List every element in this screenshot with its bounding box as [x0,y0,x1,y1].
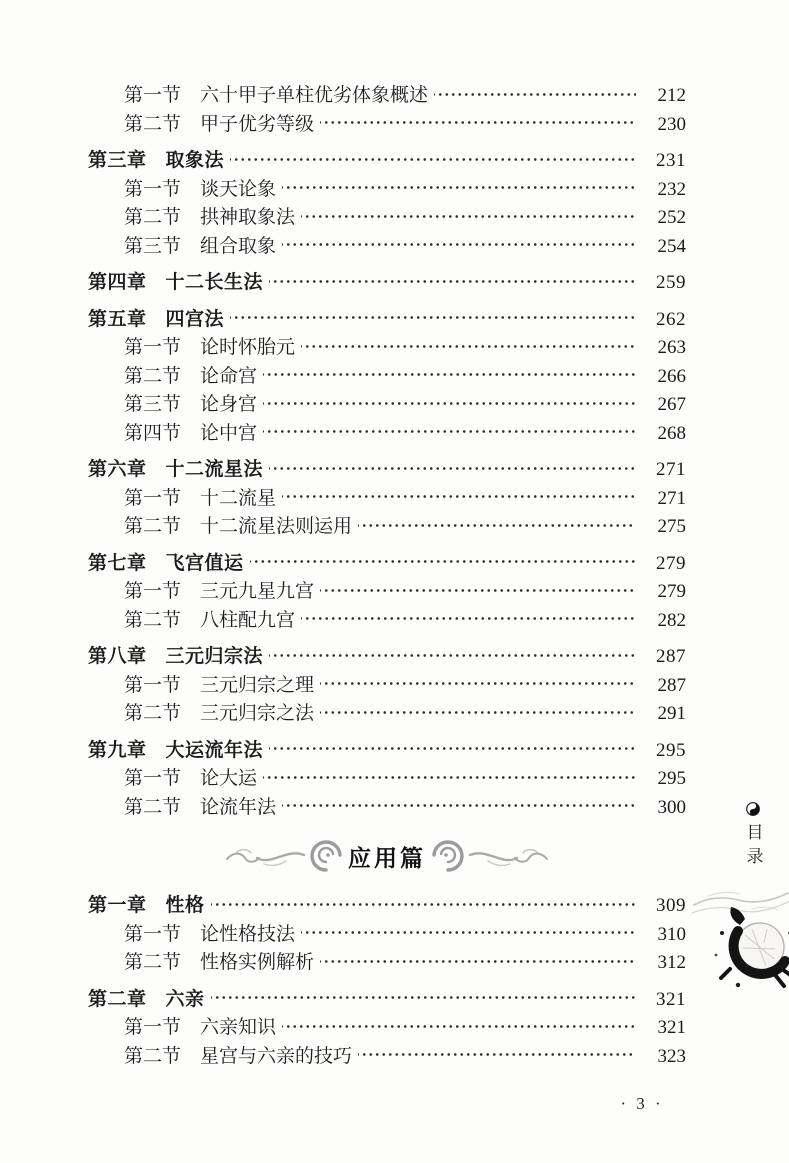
toc-entry-title: 十二流星 [200,487,277,509]
toc-entry-title: 论时怀胎元 [200,337,296,358]
dot-leader [269,459,636,478]
toc-entry [88,109,686,138]
dot-leader [230,308,636,327]
toc-entry-page: 271 [656,459,686,480]
toc-entry-page: 287 [656,646,686,667]
toc-entry-page: 271 [657,487,686,509]
toc-entry-title: 六十甲子单柱优劣体象概述 [200,85,429,106]
toc-entry-page: 295 [657,768,686,789]
toc-entry [88,947,686,976]
toc-entry-page: 263 [657,337,686,358]
toc-entry-page: 287 [657,674,686,696]
dot-leader [263,422,636,441]
toc-entry-page: 212 [657,85,686,106]
toc-entry-page: 267 [657,394,686,415]
toc-entry-title: 星宫与六亲的技巧 [200,1045,353,1067]
toc-entry-number: 第八章 [88,646,147,667]
turtle-illustration [692,885,789,993]
toc-entry [88,267,686,296]
toc-entry-number: 第一章 [88,895,147,916]
dot-leader [301,923,636,942]
toc-entry-number: 第一节 [124,1017,182,1038]
toc-entry-title: 三元归宗法 [165,646,264,667]
toc-entry-number: 第九章 [88,739,147,761]
toc-entry [88,1041,686,1070]
toc-entry [88,145,686,174]
toc-entry-title: 拱神取象法 [200,207,296,228]
part-divider-title: 应用篇 [348,844,426,871]
yinyang-icon [746,802,760,816]
page-number: · 3 · [620,1094,664,1113]
dot-leader [320,581,636,600]
toc-entry [88,174,686,203]
toc-entry-page: 291 [657,703,686,724]
toc-entry-number: 第一节 [124,337,182,358]
dot-leader [282,235,636,254]
toc-entry-title: 飞宫值运 [165,552,244,574]
toc-entry [88,890,686,919]
toc-entry-page: 300 [657,796,686,818]
dot-leader [301,337,636,356]
toc-entry-number: 第二节 [124,952,182,973]
toc-entry-title: 六亲知识 [200,1017,277,1038]
toc-entry-page: 279 [657,581,686,602]
dot-leader [263,394,636,413]
toc-entry-title: 四宫法 [165,308,225,330]
dot-leader [263,768,636,787]
dot-leader [230,150,636,169]
toc-entry-title: 十二流星法则运用 [200,516,353,537]
cloud-ornament-left [224,838,346,874]
toc-entry-number: 第三节 [124,235,182,257]
toc-entry-title: 十二流星法 [165,459,264,480]
toc-entry [88,389,686,418]
toc-entry [88,304,686,333]
toc-entry-title: 大运流年法 [165,739,264,761]
toc-entry-number: 第五章 [88,308,147,330]
toc-entry [88,792,686,821]
toc-entry-title: 三元归宗之理 [200,674,315,696]
toc-entry [88,202,686,231]
toc-entry-number: 第一节 [124,85,182,106]
toc-entry [88,919,686,948]
toc-entry-title: 组合取象 [200,235,277,257]
toc-entry-page: 282 [657,609,686,631]
dot-leader [250,552,636,571]
toc-entry-number: 第六章 [88,459,147,480]
toc-entry-title: 论流年法 [200,796,277,818]
dot-leader [301,207,636,226]
dot-leader [211,895,636,914]
toc-entry-title: 论性格技法 [200,923,296,945]
toc-entry-title: 论大运 [200,768,258,789]
toc-entry [88,231,686,260]
margin-tab-title: 目录 [743,823,763,871]
toc-entry-number: 第二节 [124,113,182,135]
toc-list [88,80,686,1069]
toc-entry-page: 312 [657,952,686,973]
toc-entry-page: 231 [656,150,686,171]
toc-entry-page: 254 [657,235,686,257]
margin-tab [741,802,765,871]
toc-entry-number: 第四节 [124,422,182,444]
toc-entry-number: 第二节 [124,1045,182,1067]
toc-entry [88,332,686,361]
toc-entry [88,735,686,764]
toc-entry-title: 论中宫 [200,422,258,444]
dot-leader [320,113,636,132]
dot-leader [282,796,636,815]
toc-entry-number: 第三节 [124,394,182,415]
toc-entry-number: 第二节 [124,207,182,228]
toc-entry-page: 262 [656,308,686,330]
toc-entry-number: 第三章 [88,150,147,171]
part-divider [88,834,686,878]
toc-entry-title: 十二长生法 [165,272,264,293]
toc-entry-page: 275 [657,516,686,537]
toc-entry-title: 性格实例解析 [200,952,315,973]
toc-entry-number: 第二章 [88,988,147,1010]
toc-entry-page: 295 [656,739,686,761]
toc-entry-number: 第二节 [124,703,182,724]
toc-entry-page: 321 [657,1017,686,1038]
toc-entry-number: 第二节 [124,796,182,818]
toc-entry-page: 259 [656,272,686,293]
toc-entry [88,670,686,699]
dot-leader [282,178,636,197]
dot-leader [211,988,636,1007]
toc-entry-title: 论命宫 [200,365,258,387]
toc-entry [88,418,686,447]
dot-leader [263,365,636,384]
toc-entry-page: 323 [657,1045,686,1067]
toc-entry [88,511,686,540]
toc-entry [88,763,686,792]
toc-entry-title: 八柱配九宫 [200,609,296,631]
toc-entry-title: 性格 [165,895,205,916]
toc-entry-page: 309 [656,895,686,916]
toc-entry-title: 三元归宗之法 [200,703,315,724]
toc-entry-number: 第二节 [124,516,182,537]
toc-entry [88,1012,686,1041]
toc-entry-title: 甲子优劣等级 [200,113,315,135]
dot-leader [282,1017,636,1036]
dot-leader [320,952,636,971]
toc-entry [88,605,686,634]
toc-entry-title: 六亲 [165,988,205,1010]
toc-entry-number: 第四章 [88,272,147,293]
toc-entry [88,576,686,605]
dot-leader [320,703,636,722]
toc-entry-page: 266 [657,365,686,387]
toc-entry-number: 第一节 [124,581,182,602]
toc-entry-number: 第一节 [124,178,182,200]
toc-entry [88,641,686,670]
toc-entry-number: 第二节 [124,365,182,387]
dot-leader [269,646,636,665]
dot-leader [301,609,636,628]
dot-leader [358,516,636,535]
dot-leader [269,739,636,758]
toc-entry-page: 310 [657,923,686,945]
dot-leader [358,1045,636,1064]
toc-entry-page: 230 [657,113,686,135]
dot-leader [269,272,636,291]
toc-entry-number: 第一节 [124,487,182,509]
toc-entry-page: 252 [657,207,686,228]
toc-entry-number: 第一节 [124,768,182,789]
toc-entry-page: 321 [656,988,686,1010]
toc-entry [88,454,686,483]
toc-entry-number: 第一节 [124,674,182,696]
dot-leader [434,85,636,104]
toc-entry [88,984,686,1013]
toc-entry [88,483,686,512]
toc-entry-title: 三元九星九宫 [200,581,315,602]
toc-entry-title: 论身宫 [200,394,258,415]
toc-entry-title: 谈天论象 [200,178,277,200]
dot-leader [282,487,636,506]
dot-leader [320,674,636,693]
toc-entry-title: 取象法 [165,150,225,171]
cloud-ornament-right [428,838,550,874]
toc-entry-number: 第七章 [88,552,147,574]
toc-entry [88,361,686,390]
toc-entry-number: 第二节 [124,609,182,631]
toc-entry-page: 279 [656,552,686,574]
toc-entry [88,548,686,577]
toc-entry-page: 268 [657,422,686,444]
toc-entry-page: 232 [657,178,686,200]
toc-entry [88,80,686,109]
toc-entry [88,698,686,727]
toc-entry-number: 第一节 [124,923,182,945]
